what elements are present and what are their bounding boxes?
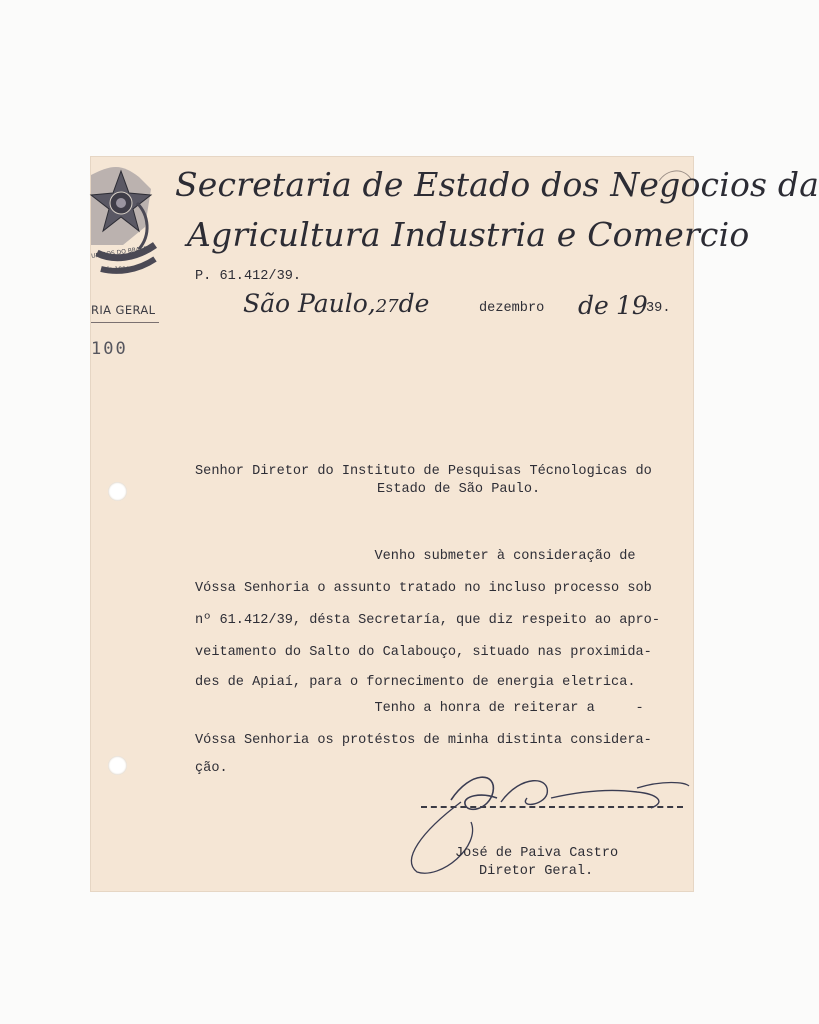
body-line: Vóssa Senhoria os protéstos de minha distinta considera- xyxy=(195,733,652,748)
stamped-number: 100 xyxy=(91,339,128,359)
date-year-typed: 39. xyxy=(646,301,671,316)
date-year-printed: 19 xyxy=(616,291,648,320)
date-de-printed: de xyxy=(398,289,430,318)
department-rule xyxy=(91,322,159,323)
date-day-handwritten: 27 xyxy=(375,296,399,317)
body-line: veitamento do Salto do Calabouço, situado nas proximida- xyxy=(195,645,652,660)
department-label: RIA GERAL xyxy=(91,303,156,317)
date-month: dezembro xyxy=(479,301,545,316)
date-city xyxy=(243,289,429,318)
signatory-name: José de Paiva Castro xyxy=(455,846,619,861)
letter-sheet xyxy=(90,157,819,891)
letterhead-line-1: Secretaria de Estado dos Negocios da xyxy=(175,165,819,204)
date-de-2: de xyxy=(578,291,609,320)
date-city-printed: São Paulo, xyxy=(243,289,376,318)
punch-hole xyxy=(108,482,127,501)
addressee-line-1: Senhor Diretor do Instituto de Pesquisas Técnologicas do xyxy=(195,464,652,479)
body-line: Tenho a honra de reiterar a - xyxy=(195,701,644,716)
letterhead-line-2: Agricultura Industria e Comercio xyxy=(187,215,750,254)
reference-number: P. 61.412/39. xyxy=(195,269,302,284)
signatory-title: Diretor Geral. xyxy=(479,864,594,879)
body-line: Venho submeter à consideração de xyxy=(195,549,636,564)
body-line: Vóssa Senhoria o assunto tratado no incluso processo sob xyxy=(195,581,652,596)
emblem-ribbon-text: UNIDOS DO BRASIL xyxy=(90,244,150,261)
body-line: nº 61.412/39, désta Secretaría, que diz respeito ao apro- xyxy=(195,613,660,628)
emblem-date: de 1889 xyxy=(105,266,130,273)
body-line: des de Apiaí, para o fornecimento de energia eletrica. xyxy=(195,675,636,690)
body-line: ção. xyxy=(195,761,228,776)
punch-hole xyxy=(108,756,127,775)
addressee-line-2: Estado de São Paulo. xyxy=(377,482,541,497)
